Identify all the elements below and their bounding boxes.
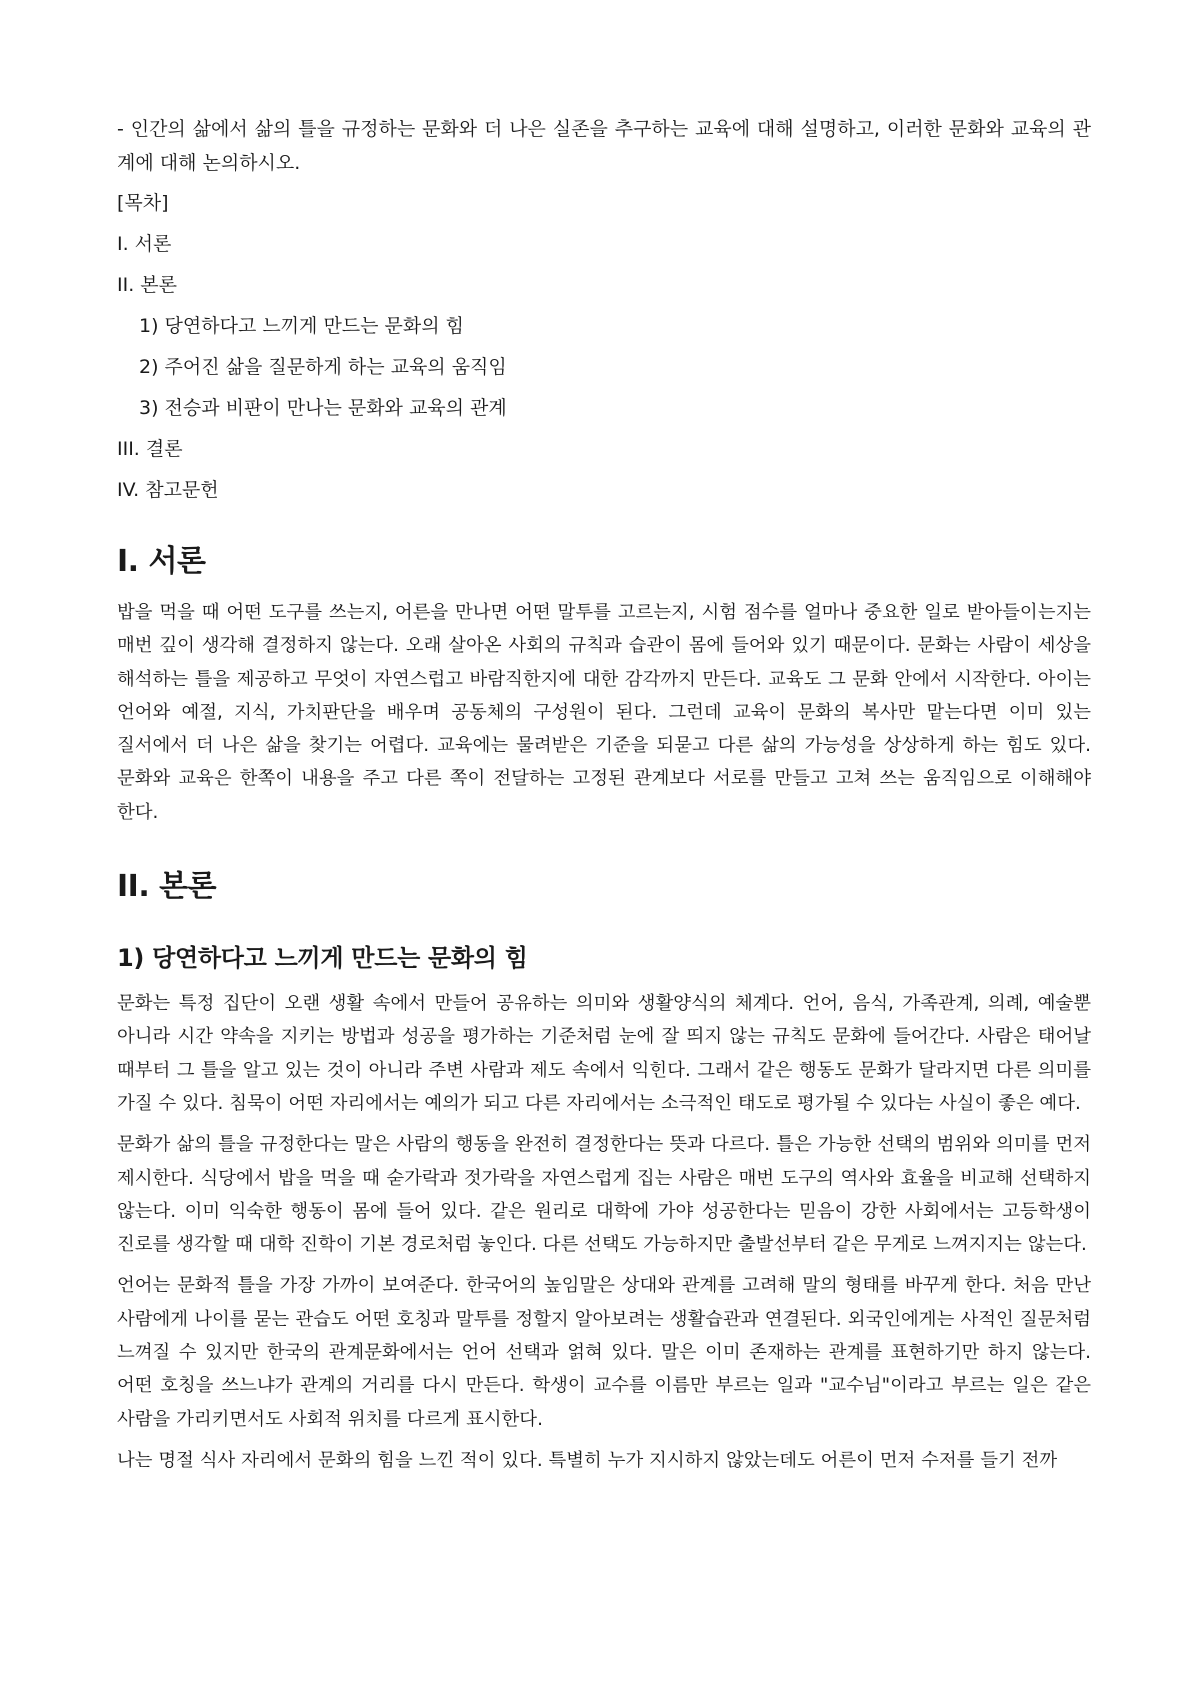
subsection-1-paragraph: 문화는 특정 집단이 오랜 생활 속에서 만들어 공유하는 의미와 생활양식의 체계다. 언어, 음식, 가족관계, 의례, 예술뿐 아니라 시간 약속을 지키는 방법과 성공을 평가하는 기준처럼 눈에 잘 띄지 않는 규칙도 문화에 들어간다. 사람은 태어날 때부터 그 틀을 알고 있는 것이 아니라 주변 사람과 제도 속에서 익힌다. 그래서 같은 행동도 문화가 달라지면 다른 의미를 가질 수 있다. 침묵이 어떤 자리에서는 예의가 되고 다른 자리에서는 소극적인 태도로 평가될 수 있다는 사실이 좋은 예다. [117,993,1091,1114]
toc-item-references: IV. 참고문헌 [117,479,219,501]
document-page [117,112,1091,1485]
toc-subitem-2: 2) 주어진 삶을 질문하게 하는 교육의 움직임 [139,356,507,378]
toc-subitem-3: 3) 전승과 비판이 만나는 문화와 교육의 관계 [139,397,507,419]
subsection-1-paragraph: 나는 명절 식사 자리에서 문화의 힘을 느낀 적이 있다. 특별히 누가 지시하지 않았는데도 어른이 먼저 수저를 들기 전까 [117,1449,1058,1471]
toc-item-body: II. 본론 [117,274,177,296]
toc-label: [목차] [117,192,169,214]
intro-heading: I. 서론 [117,544,206,579]
toc-item-intro: I. 서론 [117,233,172,255]
toc-item-conclusion: III. 결론 [117,438,183,460]
essay-question: - 인간의 삶에서 삶의 틀을 규정하는 문화와 더 나은 실존을 추구하는 교육에 대해 설명하고, 이러한 문화와 교육의 관계에 대해 논의하시오. [117,118,1091,174]
toc-subitem-1: 1) 당연하다고 느끼게 만드는 문화의 힘 [139,315,465,337]
body-heading: II. 본론 [117,869,217,905]
subsection-1-paragraph: 언어는 문화적 틀을 가장 가까이 보여준다. 한국어의 높임말은 상대와 관계를 고려해 말의 형태를 바꾸게 한다. 처음 만난 사람에게 나이를 묻는 관습도 어떤 호칭과 말투를 정할지 알아보려는 생활습관과 연결된다. 외국인에게는 사적인 질문처럼 느껴질 수 있지만 한국의 관계문화에서는 언어 선택과 얽혀 있다. 말은 이미 존재하는 관계를 표현하기만 하지 않는다. 어떤 호칭을 쓰느냐가 관계의 거리를 다시 만든다. 학생이 교수를 이름만 부르는 일과 "교수님"이라고 부르는 일은 같은 사람을 가리키면서도 사회적 위치를 다르게 표시한다. [117,1275,1091,1430]
subsection-1-paragraph: 문화가 삶의 틀을 규정한다는 말은 사람의 행동을 완전히 결정한다는 뜻과 다르다. 틀은 가능한 선택의 범위와 의미를 먼저 제시한다. 식당에서 밥을 먹을 때 숟가락과 젓가락을 자연스럽게 집는 사람은 매번 도구의 역사와 효율을 비교해 선택하지 않는다. 이미 익숙한 행동이 몸에 들어 있다. 같은 원리로 대학에 가야 성공한다는 믿음이 강한 사회에서는 고등학생이 진로를 생각할 때 대학 진학이 기본 경로처럼 놓인다. 다른 선택도 가능하지만 출발선부터 같은 무게로 느껴지지는 않는다. [117,1134,1091,1256]
subsection-1-heading: 1) 당연하다고 느끼게 만드는 문화의 힘 [117,944,528,973]
intro-paragraph: 밥을 먹을 때 어떤 도구를 쓰는지, 어른을 만나면 어떤 말투를 고르는지, 시험 점수를 얼마나 중요한 일로 받아들이는지는 매번 깊이 생각해 결정하지 않는다. 오래 살아온 사회의 규칙과 습관이 몸에 들어와 있기 때문이다. 문화는 사람이 세상을 해석하는 틀을 제공하고 무엇이 자연스럽고 바람직한지에 대한 감각까지 만든다. 교육도 그 문화 안에서 시작한다. 아이는 언어와 예절, 지식, 가치판단을 배우며 공동체의 구성원이 된다. 그런데 교육이 문화의 복사만 맡는다면 이미 있는 질서에서 더 나은 삶을 찾기는 어렵다. 교육에는 물려받은 기준을 되묻고 다른 삶의 가능성을 상상하게 하는 힘도 있다. 문화와 교육은 한쪽이 내용을 주고 다른 쪽이 전달하는 고정된 관계보다 서로를 만들고 고쳐 쓰는 움직임으로 이해해야 한다. [117,602,1091,823]
